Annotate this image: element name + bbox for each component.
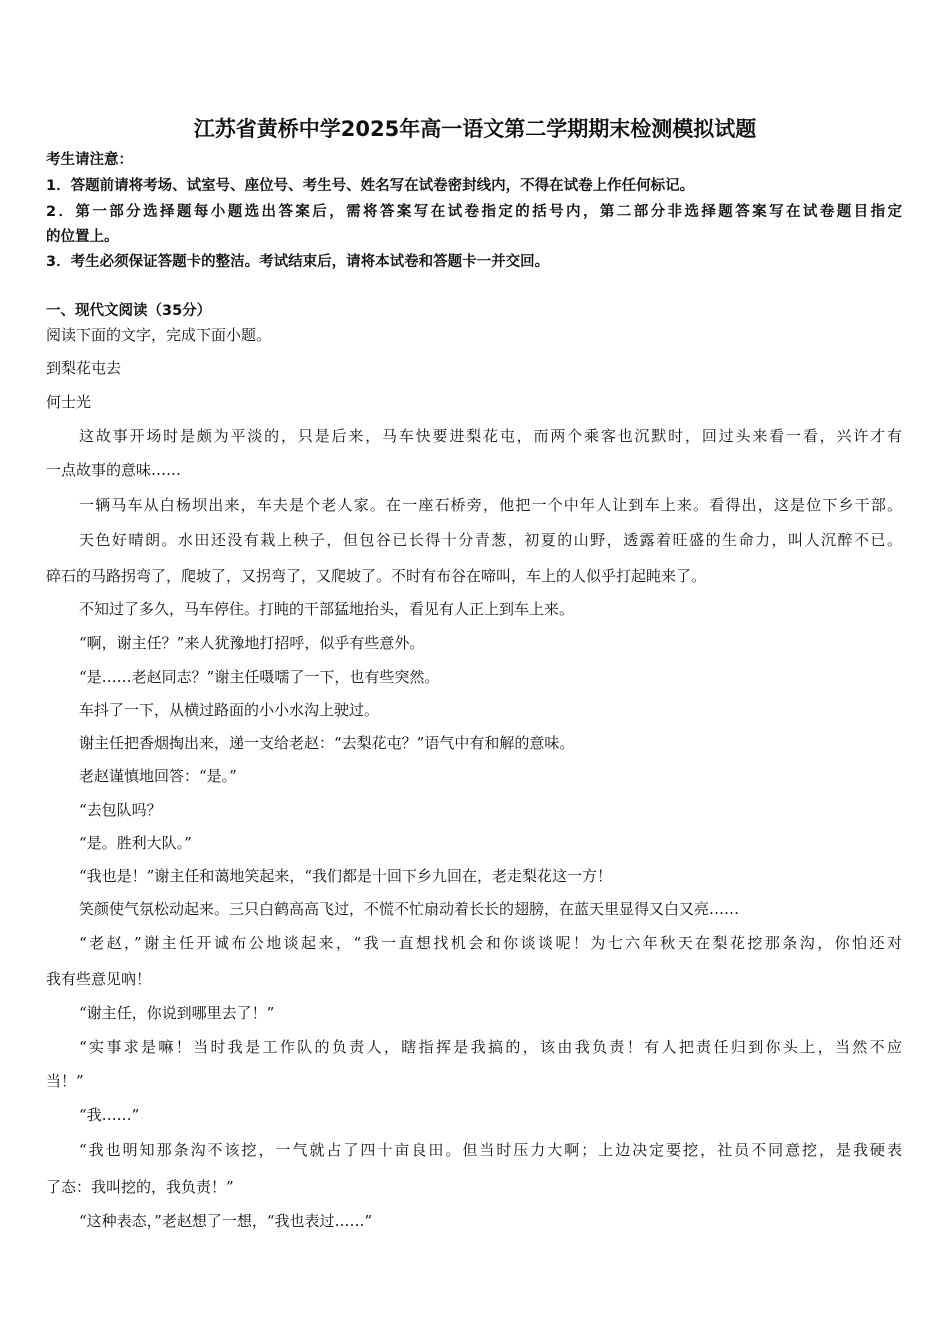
story-line: 天色好晴朗。水田还没有栽上秧子，但包谷已长得十分青葱，初夏的山野，透露着旺盛的生命力，叫人沉醉不已。 (79, 531, 902, 549)
story-line: 这故事开场时是颇为平淡的，只是后来，马车快要进梨花屯，而两个乘客也沉默时，回过头来看一看，兴许才有 (79, 427, 902, 445)
story-line: 笑颜使气氛松动起来。三只白鹤高高飞过，不慌不忙扇动着长长的翅膀，在蓝天里显得又白又亮…… (79, 900, 740, 918)
story-line: 一点故事的意味…… (46, 461, 182, 479)
story-line: “是……老赵同志？”谢主任嗫嚅了一下，也有些突然。 (79, 668, 440, 686)
story-line: “我也是！”谢主任和蔼地笑起来，“我们都是十回下乡九回在，老走梨花这一方！ (79, 867, 613, 885)
story-author: 何士光 (46, 393, 92, 411)
notice-item: 1．答题前请将考场、试室号、座位号、考生号、姓名写在试卷密封线内，不得在试卷上作任何标记。 (46, 178, 695, 194)
section-heading: 一、现代文阅读（35分） (46, 303, 212, 319)
notice-item: 的位置上。 (46, 229, 119, 245)
notice-heading: 考生请注意： (46, 152, 133, 168)
story-line: 一辆马车从白杨坝出来，车夫是个老人家。在一座石桥旁，他把一个中年人让到车上来。看得出，这是位下乡干部。 (79, 496, 902, 514)
story-line: 车抖了一下，从横过路面的小小水沟上驶过。 (79, 701, 380, 719)
story-line: “我也明知那条沟不该挖，一气就占了四十亩良田。但当时压力大啊；上边决定要挖，社员不同意挖，是我硬表 (79, 1141, 902, 1159)
notice-item: 3．考生必须保证答题卡的整洁。考试结束后，请将本试卷和答题卡一并交回。 (46, 254, 550, 270)
page-title: 江苏省黄桥中学2025年高一语文第二学期期末检测模拟试题 (193, 117, 757, 141)
story-line: 谢主任把香烟掏出来，递一支给老赵：“去梨花屯？”语气中有和解的意味。 (79, 734, 575, 752)
story-line: “谢主任，你说到哪里去了！” (79, 1004, 275, 1022)
story-title: 到梨花屯去 (46, 359, 122, 377)
story-line: 老赵谨慎地回答：“是。” (79, 767, 237, 785)
story-line: “老赵，”谢主任开诚布公地谈起来，“我一直想找机会和你谈谈呢！为七六年秋天在梨花挖那条沟，你怕还对 (79, 934, 902, 952)
story-line: “实事求是嘛！当时我是工作队的负责人，瞎指挥是我搞的，该由我负责！有人把责任归到你头上，当然不应 (79, 1038, 902, 1056)
story-line: “这种表态，”老赵想了一想，“我也表过……” (79, 1212, 373, 1230)
section-instruction: 阅读下面的文字，完成下面小题。 (46, 326, 272, 344)
story-line: 了态：我叫挖的，我负责！” (46, 1178, 234, 1196)
story-line: “啊，谢主任？”来人犹豫地打招呼，似乎有些意外。 (79, 634, 425, 652)
story-line: 当！” (46, 1072, 84, 1090)
story-line: “去包队吗？ (79, 801, 162, 819)
story-line: “是。胜利大队。” (79, 834, 192, 852)
story-line: “我……” (79, 1106, 140, 1124)
notice-item: 2．第一部分选择题每小题选出答案后，需将答案写在试卷指定的括号内，第二部分非选择题答案写在试卷题目指定 (46, 204, 902, 220)
story-line: 我有些意见吶！ (46, 970, 152, 988)
story-line: 碎石的马路拐弯了，爬坡了，又拐弯了，又爬坡了。不时有布谷在啼叫，车上的人似乎打起盹来了。 (46, 567, 707, 585)
story-line: 不知过了多久，马车停住。打盹的干部猛地抬头，看见有人正上到车上来。 (79, 600, 575, 618)
